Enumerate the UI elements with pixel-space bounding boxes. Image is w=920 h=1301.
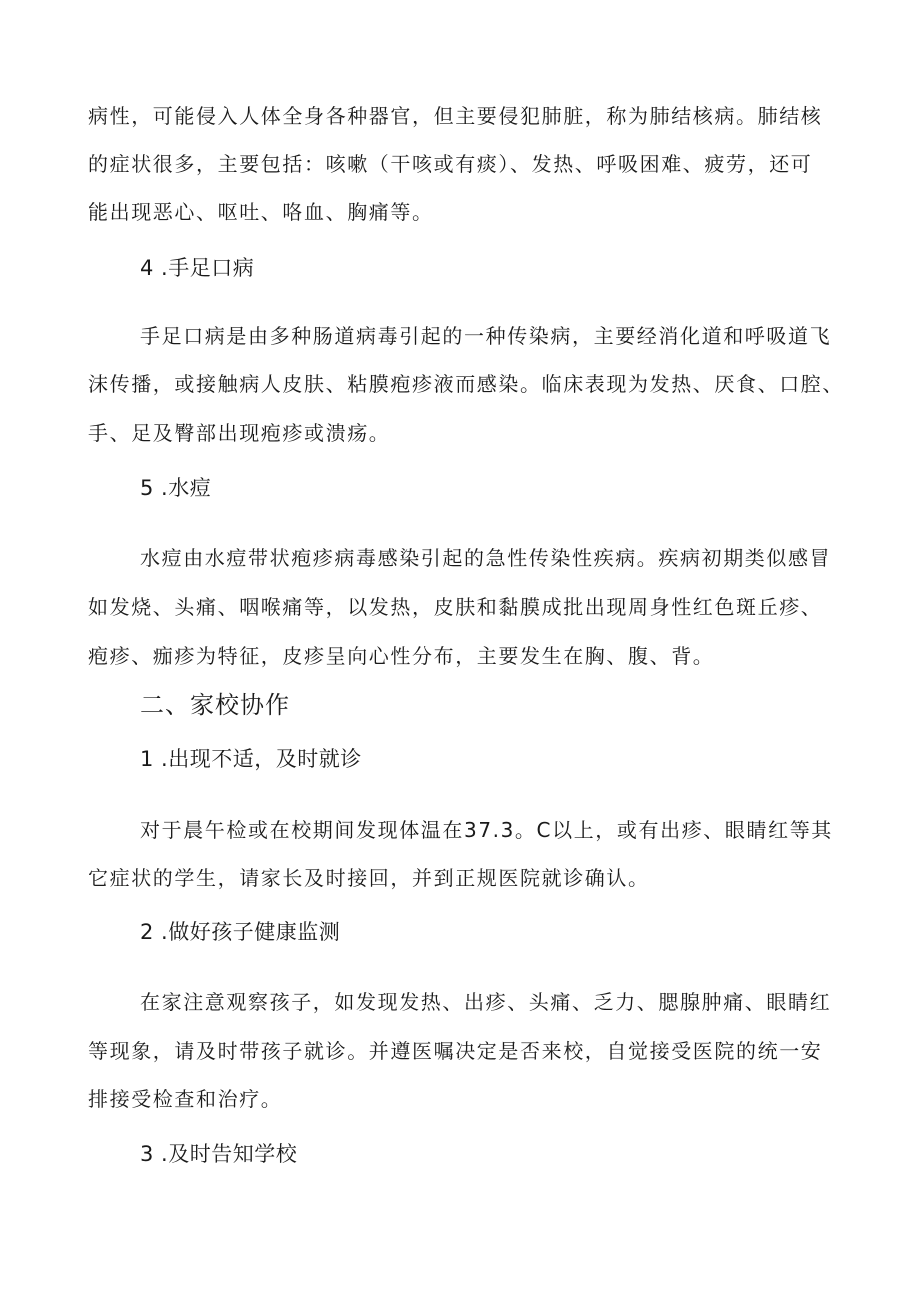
tb-paragraph-line-3: 能出现恶心、呕吐、咯血、胸痛等。 xyxy=(88,200,434,224)
item-2-paragraph-line-1: 在家注意观察孩子，如发现发热、出疹、头痛、乏力、腮腺肿痛、眼睛红 xyxy=(140,990,832,1014)
tb-paragraph-line-1: 病性，可能侵入人体全身各种器官，但主要侵犯肺脏，称为肺结核病。肺结核 xyxy=(88,104,823,128)
varicella-paragraph-line-3: 疱疹、痂疹为特征，皮疹呈向心性分布，主要发生在胸、腹、背。 xyxy=(88,644,715,668)
hfmd-heading: 4 .手足口病 xyxy=(140,256,255,280)
hfmd-paragraph-line-2: 沫传播，或接触病人皮肤、粘膜疱疹液而感染。临床表现为发热、厌食、口腔、 xyxy=(88,372,844,396)
tb-paragraph-line-2: 的症状很多，主要包括：咳嗽（干咳或有痰）、发热、呼吸困难、疲劳，还可 xyxy=(88,152,813,176)
hfmd-paragraph-line-3: 手、足及臀部出现疱疹或溃疡。 xyxy=(88,421,391,445)
item-2-heading: 2 .做好孩子健康监测 xyxy=(140,920,341,944)
item-1-paragraph-line-1: 对于晨午检或在校期间发现体温在37.3。C以上，或有出疹、眼睛红等其 xyxy=(140,818,833,842)
item-2-paragraph-line-3: 排接受检查和治疗。 xyxy=(88,1087,283,1111)
section-2-title: 二、家校协作 xyxy=(140,691,290,719)
item-3-heading: 3 .及时告知学校 xyxy=(140,1142,298,1166)
item-1-heading: 1 .出现不适，及时就诊 xyxy=(140,747,362,771)
hfmd-paragraph-line-1: 手足口病是由多种肠道病毒引起的一种传染病，主要经消化道和呼吸道飞 xyxy=(140,324,832,348)
varicella-heading: 5 .水痘 xyxy=(140,476,212,500)
item-2-paragraph-line-2: 等现象，请及时带孩子就诊。并遵医嘱决定是否来校，自觉接受医院的统一安 xyxy=(88,1039,823,1063)
varicella-paragraph-line-2: 如发烧、头痛、咽喉痛等，以发热，皮肤和黏膜成批出现周身性红色斑丘疹、 xyxy=(88,595,823,619)
item-1-paragraph-line-2: 它症状的学生，请家长及时接回，并到正规医院就诊确认。 xyxy=(88,866,650,890)
varicella-paragraph-line-1: 水痘由水痘带状疱疹病毒感染引起的急性传染性疾病。疾病初期类似感冒 xyxy=(140,546,832,570)
